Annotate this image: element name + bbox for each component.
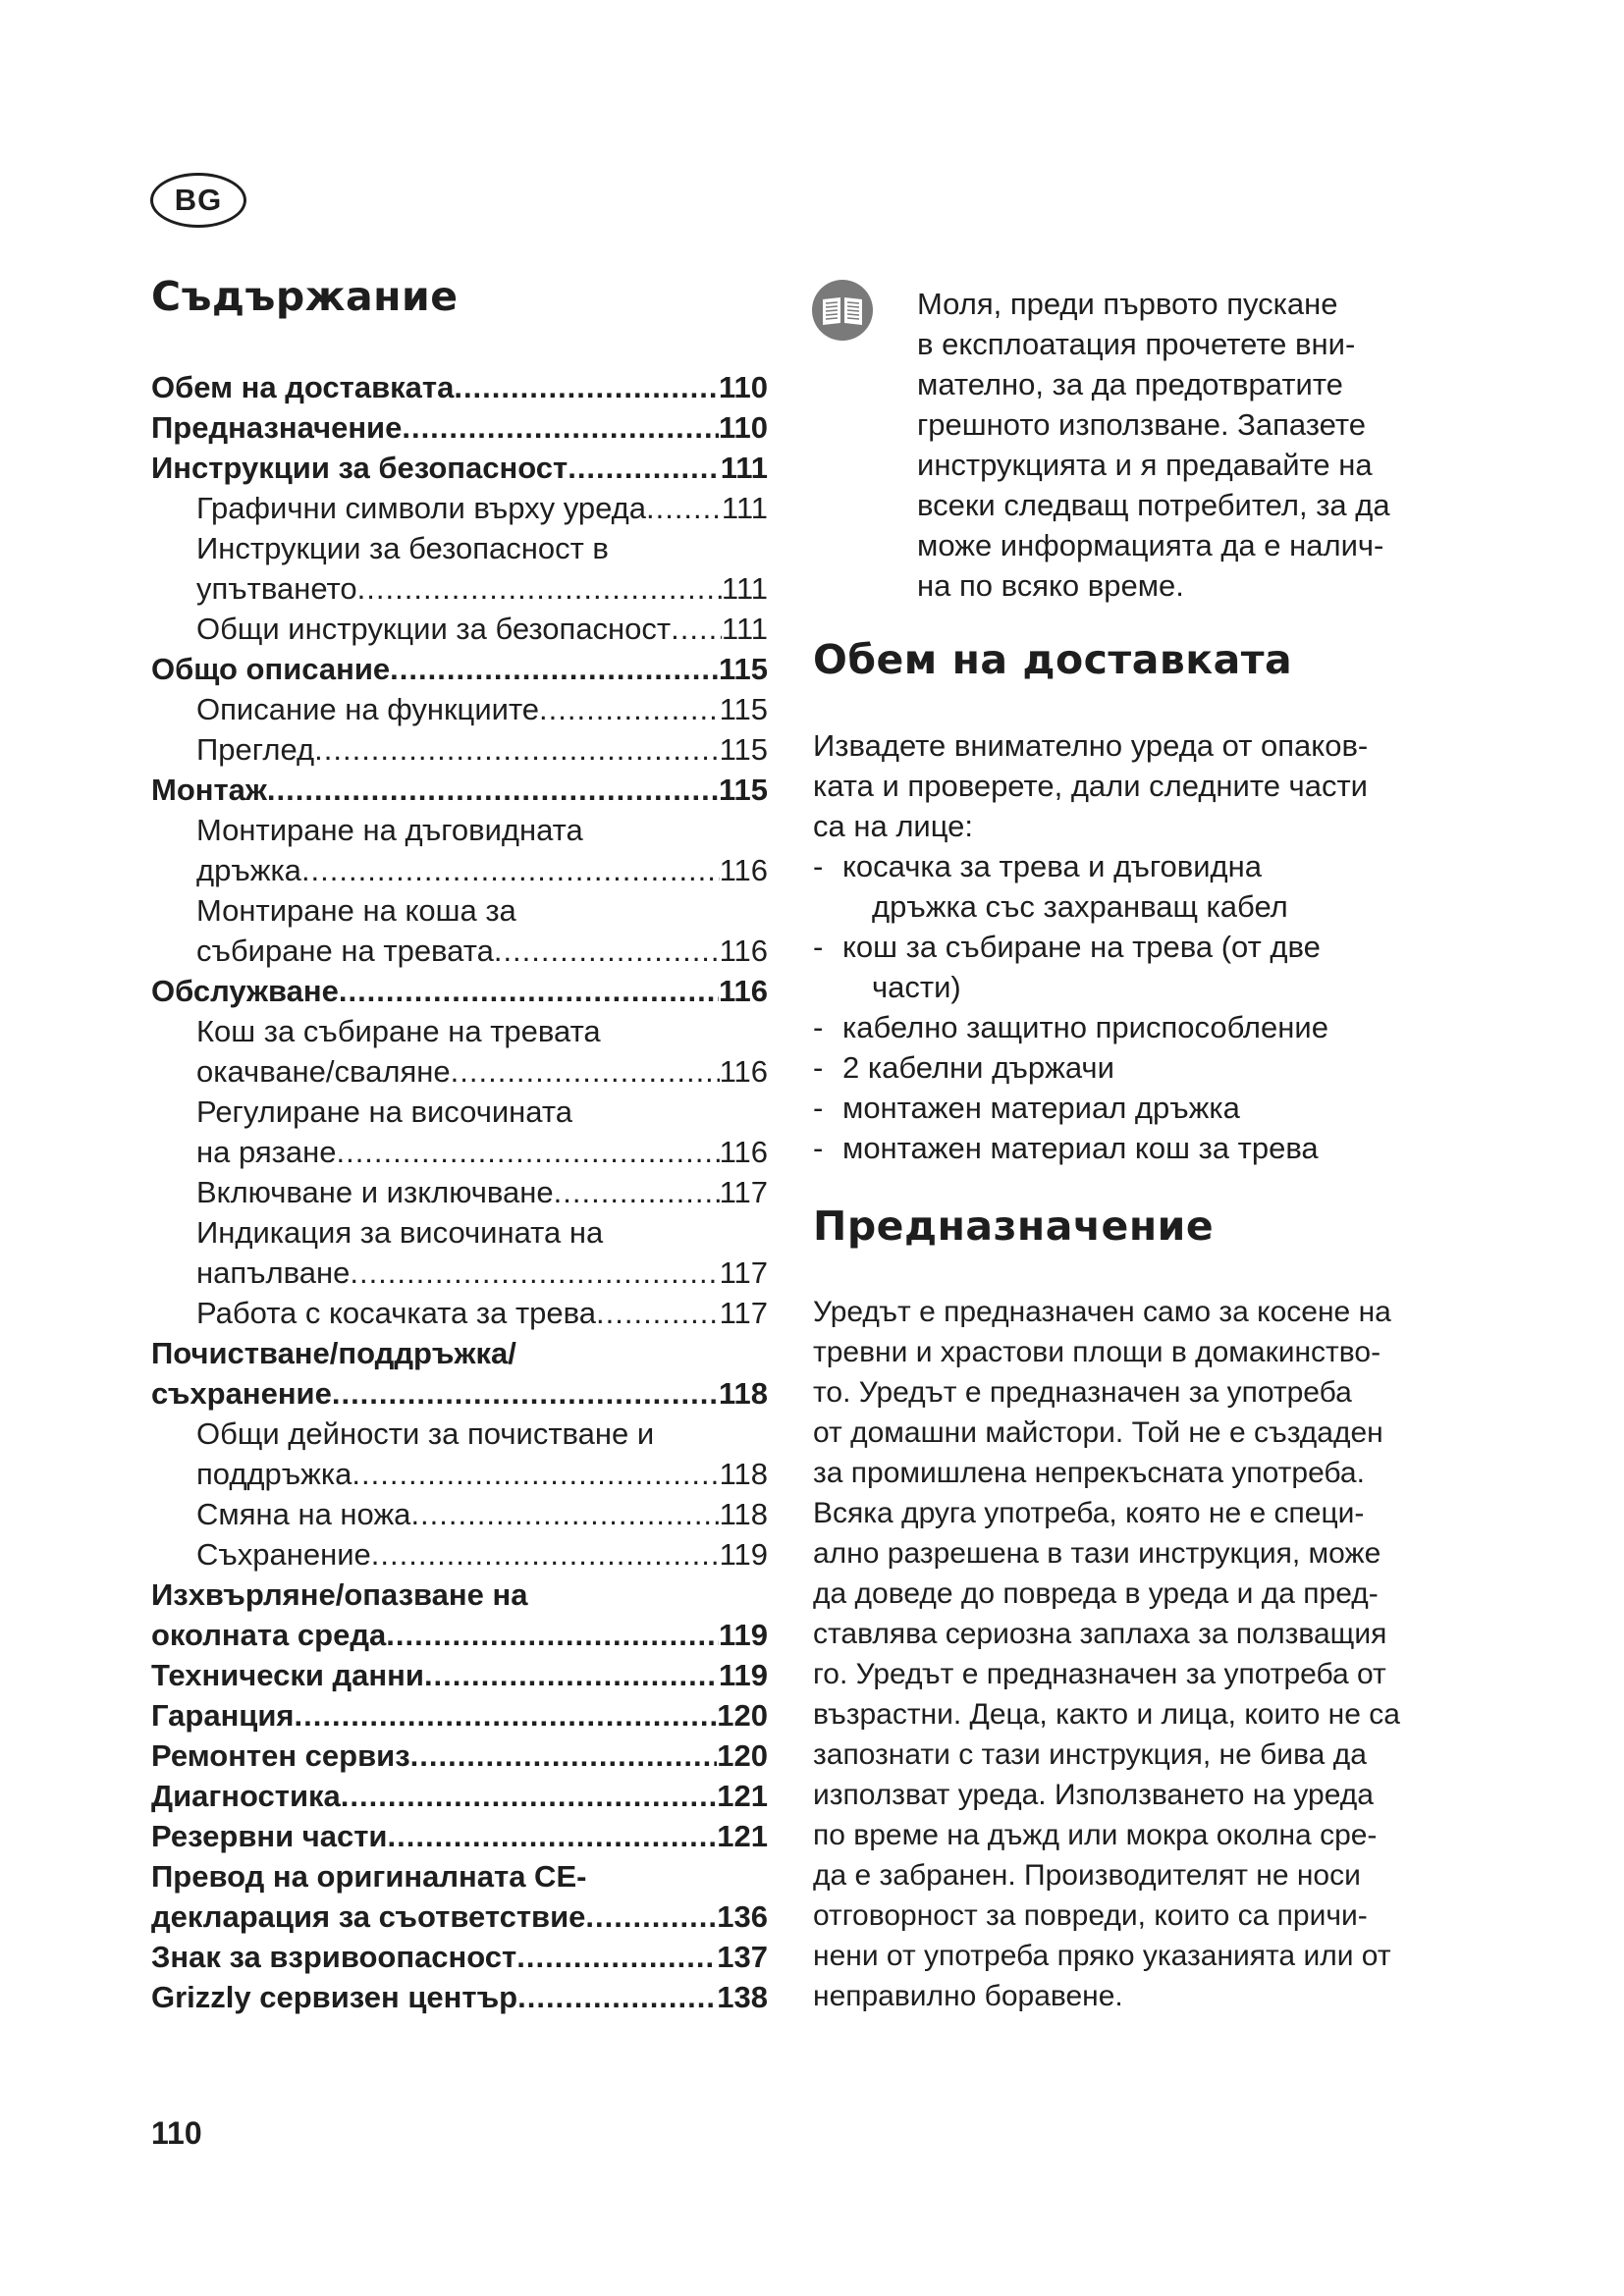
toc-dot-leader — [339, 971, 719, 1011]
toc-page-number: 117 — [719, 1296, 768, 1330]
toc-dot-leader — [585, 1896, 717, 1937]
toc-page-number: 116 — [719, 1054, 768, 1089]
country-code-badge: BG — [150, 173, 246, 228]
toc-entry-label: дръжка — [196, 853, 301, 887]
list-bullet: - — [813, 930, 824, 964]
table-of-contents — [151, 367, 768, 2017]
list-item-line: 2 кабелни държачи — [842, 1050, 1114, 1085]
delivery-intro-line: Извадете внимателно уреда от опаков- — [813, 728, 1369, 763]
toc-entry — [151, 448, 768, 488]
toc-page-number: 137 — [717, 1940, 768, 1974]
toc-dot-leader — [295, 1695, 718, 1735]
intended-use-line: неправилно боравене. — [813, 1980, 1123, 2012]
toc-page-number: 111 — [721, 491, 768, 525]
toc-page-number: 119 — [718, 1658, 768, 1692]
toc-dot-leader — [357, 568, 722, 609]
toc-entry — [151, 1534, 768, 1575]
list-item-line: части) — [872, 970, 961, 1004]
toc-page-number: 121 — [717, 1819, 768, 1853]
toc-entry — [151, 1816, 768, 1856]
toc-entry-label: Резервни части — [151, 1819, 388, 1853]
notice-line: на по всяко време. — [917, 568, 1184, 603]
toc-entry-label: Общи инструкции за безопасност — [196, 612, 672, 646]
delivery-items-list — [813, 846, 1328, 1168]
toc-entry-label: упътването — [196, 571, 357, 606]
toc-dot-leader — [388, 1816, 718, 1856]
toc-dot-leader — [410, 1735, 718, 1776]
toc-entry — [151, 890, 768, 931]
toc-page-number: 116 — [719, 853, 768, 887]
toc-entry — [151, 1655, 768, 1695]
toc-dot-leader — [451, 1051, 720, 1092]
toc-page-number: 117 — [719, 1175, 768, 1209]
toc-title: Съдържание — [151, 273, 459, 320]
toc-entry — [151, 1735, 768, 1776]
toc-entry-label: Обслужване — [151, 974, 339, 1008]
list-bullet: - — [813, 1091, 824, 1125]
toc-dot-leader — [646, 488, 722, 528]
toc-entry — [151, 971, 768, 1011]
toc-dot-leader — [314, 729, 719, 770]
toc-entry — [151, 1937, 768, 1977]
toc-entry-label: Индикация за височината на — [196, 1215, 604, 1250]
intended-use-paragraph — [813, 1292, 1441, 2016]
list-item — [813, 1088, 1328, 1128]
toc-entry-label: Обем на доставката — [151, 370, 455, 404]
toc-entry — [151, 1132, 768, 1172]
toc-dot-leader — [267, 770, 719, 810]
list-item-line: дръжка със захранващ кабел — [872, 889, 1288, 924]
intended-use-section-title: Предназначение — [813, 1202, 1215, 1250]
toc-page-number: 121 — [717, 1779, 768, 1813]
intended-use-line: тревни и храстови площи в домакинство- — [813, 1336, 1381, 1368]
toc-entry-label: Гаранция — [151, 1698, 295, 1733]
list-item — [813, 927, 1328, 1007]
toc-dot-leader — [332, 1373, 719, 1414]
toc-page-number: 110 — [718, 410, 768, 445]
toc-page-number: 115 — [719, 692, 768, 726]
toc-entry-label: Включване и изключване — [196, 1175, 554, 1209]
toc-page-number: 138 — [717, 1980, 768, 2014]
list-item-line: косачка за трева и дъговидна — [842, 849, 1262, 883]
toc-dot-leader — [341, 1776, 717, 1816]
toc-entry — [151, 367, 768, 407]
intended-use-line: запознати с тази инструкция, не бива да — [813, 1738, 1367, 1771]
intended-use-line: Всяка друга употреба, която не е специ- — [813, 1497, 1365, 1529]
toc-entry — [151, 1212, 768, 1253]
toc-dot-leader — [386, 1615, 719, 1655]
toc-dot-leader — [301, 850, 720, 890]
toc-entry — [151, 1333, 768, 1373]
toc-entry-label: напълване — [196, 1255, 351, 1290]
notice-line: всеки следващ потребител, за да — [917, 488, 1390, 522]
toc-dot-leader — [671, 609, 722, 649]
list-item — [813, 1047, 1328, 1088]
toc-page-number: 115 — [719, 732, 768, 767]
toc-dot-leader — [350, 1253, 719, 1293]
toc-entry — [151, 1494, 768, 1534]
toc-entry-label: Инструкции за безопасност — [151, 451, 568, 485]
toc-entry-label: Технически данни — [151, 1658, 424, 1692]
toc-entry — [151, 609, 768, 649]
toc-dot-leader — [390, 649, 719, 689]
toc-page-number: 119 — [718, 1618, 768, 1652]
list-item — [813, 1007, 1328, 1047]
notice-line: Моля, преди първото пускане — [917, 287, 1338, 321]
intended-use-line: за промишлена непрекъсната употреба. — [813, 1457, 1365, 1489]
toc-page-number: 115 — [718, 652, 768, 686]
toc-dot-leader — [454, 367, 719, 407]
toc-page-number: 111 — [720, 451, 768, 485]
toc-entry-label: окачване/сваляне — [196, 1054, 451, 1089]
notice-line: в експлоатация прочетете вни- — [917, 327, 1356, 361]
toc-entry-label: околната среда — [151, 1618, 387, 1652]
toc-entry — [151, 1293, 768, 1333]
notice-line: инструкцията и я предавайте на — [917, 448, 1373, 482]
toc-entry-label: декларация за съответствие — [151, 1899, 586, 1934]
toc-dot-leader — [596, 1293, 720, 1333]
toc-page-number: 118 — [719, 1457, 768, 1491]
toc-entry — [151, 689, 768, 729]
toc-entry-label: събиране на тревата — [196, 934, 494, 968]
toc-entry-label: Ремонтен сервиз — [151, 1738, 410, 1773]
toc-entry — [151, 770, 768, 810]
notice-line: може информацията да е налич- — [917, 528, 1384, 562]
toc-dot-leader — [554, 1172, 720, 1212]
toc-page-number: 116 — [719, 1135, 768, 1169]
intended-use-line: то. Уредът е предназначен за употреба — [813, 1376, 1352, 1409]
toc-entry — [151, 1896, 768, 1937]
toc-entry — [151, 1373, 768, 1414]
toc-page-number: 120 — [717, 1698, 768, 1733]
toc-page-number: 111 — [721, 571, 768, 606]
list-item-line: монтажен материал дръжка — [842, 1091, 1240, 1125]
toc-entry-label: Преглед — [196, 732, 315, 767]
toc-dot-leader — [371, 1534, 720, 1575]
intended-use-line: възрастни. Деца, както и лица, които не са — [813, 1698, 1400, 1731]
toc-entry-label: на рязане — [196, 1135, 337, 1169]
intended-use-line: ално разрешена в тази инструкция, може — [813, 1537, 1381, 1570]
list-item — [813, 1128, 1328, 1168]
toc-entry-label: Общи дейности за почистване и — [196, 1416, 655, 1451]
toc-entry-label: Изхвърляне/опазване на — [151, 1577, 528, 1612]
list-bullet: - — [813, 1050, 824, 1085]
intended-use-line: го. Уредът е предназначен за употреба от — [813, 1658, 1386, 1690]
toc-entry — [151, 407, 768, 448]
toc-entry-label: Монтиране на коша за — [196, 893, 516, 928]
intended-use-line: да е забранен. Производителят не носи — [813, 1859, 1361, 1892]
toc-entry — [151, 1776, 768, 1816]
toc-entry — [151, 528, 768, 568]
toc-dot-leader — [424, 1655, 719, 1695]
toc-dot-leader — [402, 407, 719, 448]
toc-entry — [151, 649, 768, 689]
toc-entry — [151, 1414, 768, 1454]
list-item — [813, 846, 1328, 927]
toc-entry — [151, 931, 768, 971]
toc-entry — [151, 1011, 768, 1051]
toc-entry — [151, 488, 768, 528]
toc-entry-label: Диагностика — [151, 1779, 341, 1813]
toc-entry — [151, 1454, 768, 1494]
toc-entry-label: Предназначение — [151, 410, 403, 445]
page-number: 110 — [151, 2115, 202, 2151]
toc-page-number: 120 — [717, 1738, 768, 1773]
toc-dot-leader — [494, 931, 720, 971]
toc-dot-leader — [410, 1494, 719, 1534]
toc-entry — [151, 1615, 768, 1655]
intended-use-line: отговорност за повреди, които са причи- — [813, 1899, 1368, 1932]
read-manual-icon — [811, 279, 874, 342]
delivery-section-title: Обем на доставката — [813, 636, 1293, 683]
intended-use-line: ставлява сериозна заплаха за ползващия — [813, 1618, 1387, 1650]
toc-page-number: 116 — [719, 934, 768, 968]
toc-entry-label: Съхранение — [196, 1537, 371, 1572]
toc-page-number: 110 — [718, 370, 768, 404]
toc-entry — [151, 810, 768, 850]
toc-page-number: 118 — [719, 1497, 768, 1531]
toc-entry-label: Кош за събиране на тревата — [196, 1014, 601, 1048]
toc-entry-label: съхранение — [151, 1376, 332, 1411]
toc-entry-label: Монтиране на дъговидната — [196, 813, 583, 847]
toc-dot-leader — [516, 1937, 717, 1977]
toc-entry — [151, 568, 768, 609]
toc-entry — [151, 1172, 768, 1212]
intended-use-line: да доведе до повреда в уреда и да пред- — [813, 1577, 1379, 1610]
safety-notice — [917, 284, 1447, 606]
toc-entry-label: Превод на оригиналната CE- — [151, 1859, 587, 1894]
toc-entry-label: Работа с косачката за трева — [196, 1296, 596, 1330]
toc-dot-leader — [336, 1132, 719, 1172]
list-item-line: монтажен материал кош за трева — [842, 1131, 1319, 1165]
toc-entry — [151, 1977, 768, 2017]
toc-dot-leader — [539, 689, 720, 729]
toc-entry — [151, 1253, 768, 1293]
toc-entry-label: Почистване/поддръжка/ — [151, 1336, 516, 1370]
toc-page-number: 117 — [719, 1255, 768, 1290]
toc-entry — [151, 1575, 768, 1615]
toc-entry — [151, 1051, 768, 1092]
notice-line: грешното използване. Запазете — [917, 407, 1366, 442]
list-item-line: кош за събиране на трева (от две — [842, 930, 1321, 964]
toc-entry-label: Инструкции за безопасност в — [196, 531, 609, 565]
list-bullet: - — [813, 1010, 824, 1044]
toc-page-number: 111 — [721, 612, 768, 646]
list-bullet: - — [813, 849, 824, 883]
list-bullet: - — [813, 1131, 824, 1165]
toc-dot-leader — [517, 1977, 717, 2017]
toc-entry-label: Общо описание — [151, 652, 391, 686]
toc-entry-label: Grizzly сервизен център — [151, 1980, 518, 2014]
toc-entry — [151, 850, 768, 890]
notice-line: мателно, за да предотвратите — [917, 367, 1343, 401]
delivery-intro-line: ката и проверете, дали следните части — [813, 769, 1368, 803]
intended-use-line: нени от употреба пряко указанията или от — [813, 1940, 1391, 1972]
toc-dot-leader — [568, 448, 720, 488]
toc-entry-label: Знак за взривоопасност — [151, 1940, 517, 1974]
toc-entry-label: Регулиране на височината — [196, 1095, 572, 1129]
delivery-intro-line: са на лице: — [813, 809, 973, 843]
toc-entry-label: Описание на функциите — [196, 692, 540, 726]
toc-page-number: 115 — [718, 773, 768, 807]
toc-entry-label: Смяна на ножа — [196, 1497, 411, 1531]
intended-use-line: Уредът е предназначен само за косене на — [813, 1296, 1391, 1328]
toc-entry-label: Графични символи върху уреда — [196, 491, 646, 525]
toc-entry — [151, 1695, 768, 1735]
toc-entry-label: поддръжка — [196, 1457, 352, 1491]
list-item-line: кабелно защитно приспособление — [842, 1010, 1328, 1044]
toc-dot-leader — [352, 1454, 719, 1494]
toc-entry — [151, 729, 768, 770]
toc-entry — [151, 1092, 768, 1132]
toc-page-number: 136 — [717, 1899, 768, 1934]
intended-use-line: по време на дъжд или мокра околна сре- — [813, 1819, 1378, 1851]
toc-entry-label: Монтаж — [151, 773, 267, 807]
intended-use-line: от домашни майстори. Той не е създаден — [813, 1416, 1383, 1449]
intended-use-line: използват уреда. Използването на уреда — [813, 1779, 1374, 1811]
toc-page-number: 116 — [718, 974, 768, 1008]
toc-page-number: 118 — [718, 1376, 768, 1411]
toc-entry — [151, 1856, 768, 1896]
delivery-intro — [813, 725, 1441, 846]
toc-page-number: 119 — [719, 1537, 768, 1572]
